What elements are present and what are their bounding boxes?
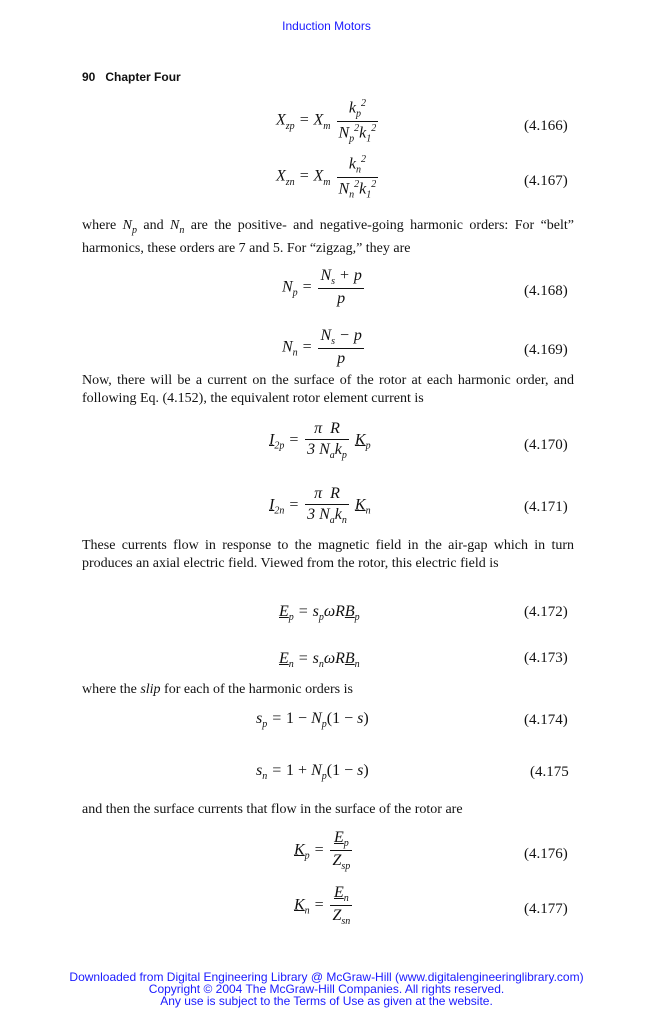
footer-download-link[interactable]: Downloaded from Digital Engineering Library @ McGraw-Hill (www.digitalengineeringlibrary.com) <box>69 970 584 984</box>
equation-number: (4.177) <box>524 901 568 917</box>
chapter-label: Chapter Four <box>105 70 181 84</box>
equation-4-174: $s_p = 1 - N_p(1 - s)$ <box>256 710 369 731</box>
equation-4-177: $K_n$ = $\frac{E_n}{Z_{sn}}$ <box>294 884 351 928</box>
equation-4-171: $I_{2n}$ = $\frac{\text{π R}}{3 N_ak_n}$ $K_n$ <box>269 485 371 527</box>
paragraph-harmonic-orders: where $N_p$ and $N_n$ are the positive- and negative-going harmonic orders: For “belt” harmonics, these orders are 7 and 5. For “zigzag,” they are <box>82 218 574 256</box>
running-head: Induction Motors <box>282 19 371 33</box>
paragraph-surface-currents: and then the surface currents that flow in the surface of the rotor are <box>82 802 463 817</box>
equation-4-166: $X_{zp} = X_m$ $\frac{k_p^2}{N_p^2k_1^2}$ <box>276 98 377 145</box>
equation-number: (4.170) <box>524 437 568 453</box>
equation-4-167: $X_{zn} = X_m$ $\frac{k_n^2}{N_n^2k_1^2}$ <box>276 154 377 201</box>
equation-4-169: $N_n$ = $\frac{N_s - p}{p}$ <box>282 327 362 368</box>
equation-4-175: $s_n = 1 + N_p(1 - s)$ <box>256 762 369 783</box>
equation-number: (4.174) <box>524 712 568 728</box>
equation-number: (4.176) <box>524 846 568 862</box>
equation-number: (4.175 <box>530 764 569 780</box>
page-number: 90 <box>82 70 96 84</box>
equation-number: (4.173) <box>524 650 568 666</box>
equation-number: (4.169) <box>524 342 568 358</box>
footer-terms[interactable]: Any use is subject to the Terms of Use as given at the website. <box>160 994 493 1008</box>
equation-4-172: $E_p = s_p\omega RB_p$ <box>279 603 360 624</box>
equation-number: (4.167) <box>524 173 568 189</box>
equation-number: (4.172) <box>524 604 568 620</box>
chapter-header <box>82 70 181 84</box>
paragraph-rotor-current: Now, there will be a current on the surface of the rotor at each harmonic order, and following Eq. (4.152), the equivalent rotor element current is <box>82 373 574 406</box>
equation-number: (4.168) <box>524 283 568 299</box>
paragraph-slip: where the slip for each of the harmonic orders is <box>82 682 353 697</box>
equation-number: (4.166) <box>524 118 568 134</box>
equation-4-173: $E_n = s_n\omega RB_n$ <box>279 650 360 671</box>
paragraph-electric-field: These currents flow in response to the magnetic field in the air-gap which in turn produces an axial electric field. Viewed from the rotor, this electric field is <box>82 538 574 571</box>
footer-copyright: Copyright © 2004 The McGraw-Hill Companies. All rights reserved. <box>148 982 505 996</box>
equation-4-170: $I_{2p}$ = $\frac{\text{π R}}{3 N_ak_p}$ $K_p$ <box>269 420 371 462</box>
equation-4-176: $K_p$ = $\frac{E_p}{Z_{sp}}$ <box>294 829 351 873</box>
equation-4-168: $N_p$ = $\frac{N_s + p}{p}$ <box>282 267 362 308</box>
equation-number: (4.171) <box>524 499 568 515</box>
